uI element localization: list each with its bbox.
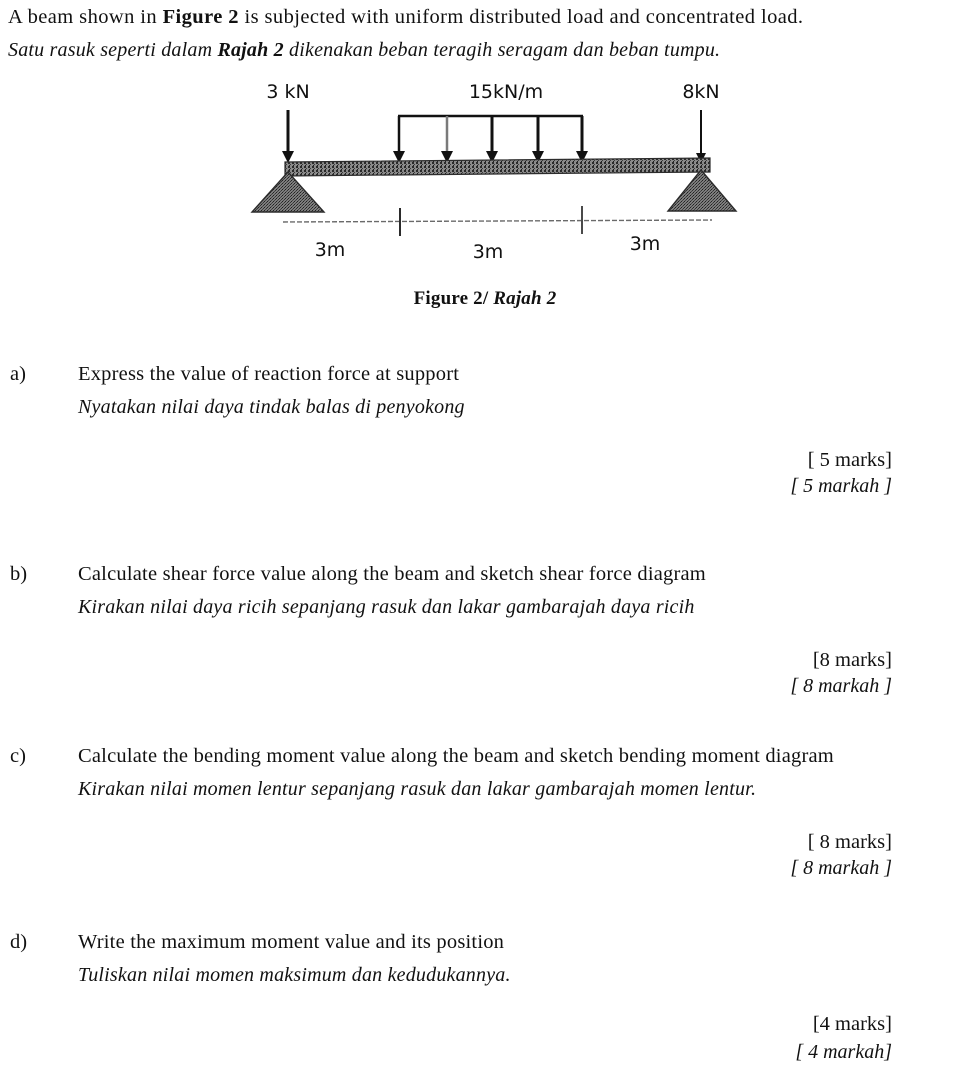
dimension-line	[283, 220, 712, 222]
question-d-marks-english: [4 marks]	[812, 1013, 892, 1035]
intro-line-malay	[8, 37, 720, 63]
figure-caption-english: Figure 2/	[413, 288, 489, 309]
dimension-label-1: 3m	[314, 239, 346, 261]
beam-member	[285, 158, 710, 176]
figure-caption	[0, 288, 970, 310]
figure-caption-malay: Rajah 2	[493, 288, 557, 309]
question-d-marks-malay: [ 4 markah]	[795, 1041, 892, 1063]
question-b-malay: Kirakan nilai daya ricih sepanjang rasuk dan lakar gambarajah daya ricih	[78, 596, 695, 618]
question-a-label: a)	[10, 363, 26, 385]
support-left	[252, 172, 324, 212]
question-d-english: Write the maximum moment value and its position	[78, 931, 505, 953]
beam-diagram	[0, 78, 970, 318]
question-d-label: d)	[10, 931, 28, 953]
intro-malay-pre: Satu rasuk seperti dalam	[8, 39, 218, 61]
intro-english-pre: A beam shown in	[8, 6, 163, 28]
intro-malay-figure-ref: Rajah 2	[217, 39, 284, 61]
question-a-english: Express the value of reaction force at support	[78, 363, 460, 385]
intro-english-post: is subjected with uniform distributed load and concentrated load.	[238, 6, 804, 28]
question-c-english: Calculate the bending moment value along the beam and sketch bending moment diagram	[78, 745, 834, 767]
question-a-malay: Nyatakan nilai daya tindak balas di penyokong	[78, 396, 465, 418]
question-a-marks-english: [ 5 marks]	[807, 449, 892, 471]
question-a-marks-malay: [ 5 markah ]	[790, 475, 892, 497]
question-c-marks-malay: [ 8 markah ]	[790, 857, 892, 879]
question-b-marks-malay: [ 8 markah ]	[790, 675, 892, 697]
question-b-label: b)	[10, 563, 28, 585]
intro-english-figure-ref: Figure 2	[162, 6, 239, 28]
beam-diagram-svg	[0, 78, 970, 318]
question-b-english: Calculate shear force value along the beam and sketch shear force diagram	[78, 563, 706, 585]
question-b-marks-english: [8 marks]	[812, 649, 892, 671]
dimension-label-3: 3m	[629, 233, 661, 255]
dimension-label-2: 3m	[472, 241, 504, 263]
point-load-left-label: 3 kN	[266, 81, 310, 103]
udl-label: 15kN/m	[468, 81, 544, 103]
point-load-right-label: 8kN	[682, 81, 720, 103]
question-d-malay: Tuliskan nilai momen maksimum dan kedudukannya.	[78, 964, 511, 986]
question-c-malay: Kirakan nilai momen lentur sepanjang rasuk dan lakar gambarajah momen lentur.	[78, 778, 757, 800]
support-right	[668, 170, 736, 211]
intro-line-english	[8, 4, 803, 30]
question-c-marks-english: [ 8 marks]	[807, 831, 892, 853]
intro-malay-post: dikenakan beban teragih seragam dan beban tumpu.	[283, 39, 721, 61]
question-c-label: c)	[10, 745, 26, 767]
